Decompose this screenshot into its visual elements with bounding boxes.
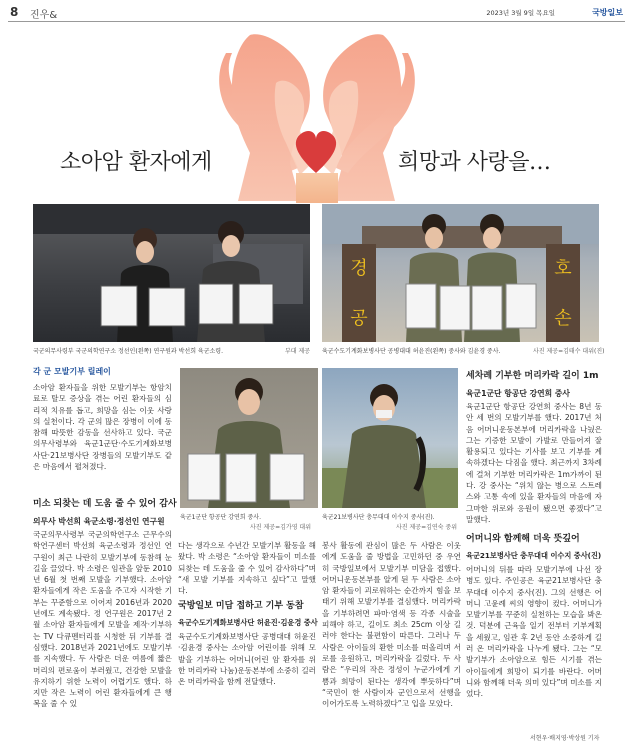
- section-title: 진우&: [30, 10, 58, 21]
- article-kicker: 각 군 모발기부 릴레이: [33, 367, 111, 376]
- svg-text:호: 호: [554, 258, 572, 279]
- section3-body: 육군1군단 항공단 강연희 중사는 8년 동안 세 번의 모발기부를 했다. 2017년 처음 어머니운동본부에 머리카락을 나눴은 그는 기증한 모발이 가발로 만들어져 잘 활용되고 있다는 기사를 보고 기부를 계속하겠다는 다짐을 했다. 최근까지 3차례에 걸쳐 기부한 머리카락은 1m가까이 된다. 강 중사는 “위치 않는 병으로 스트레스와 고통 속에 있을 환자들의 마음에 자그마한 위로와 응원이 됐으면 좋겠다”고 말했다.: [466, 402, 602, 524]
- photo3-credit: 사진 제공=김가영 대위: [250, 524, 312, 531]
- section4-byline: 육군21보병사단 충무대대 이수지 중사(진): [466, 551, 602, 560]
- section3-byline: 육군1군단 항공단 강연희 중사: [466, 389, 570, 398]
- article-lead: 소아암 환자들을 위한 모발기부는 항암치료로 탈모 증상을 겪는 어린 환자들의 심리적 치유를 돕고, 희망을 심는 이웃 사랑의 실천이다. 각 군의 많은 장병이 이에 동참해 따뜻한 감동을 선사하고 있다. 국군의무사령부와 육군1군단·수도기계화보병사단·21보병사단 장병들의 모발기부도 같은 마음에서 펼쳐졌다.: [33, 383, 172, 472]
- page-header: [8, 4, 625, 22]
- issue-date: 2023년 3월 9일 목요일: [486, 9, 555, 17]
- photo3-caption: 육군1군단 항공단 강연희 중사.: [180, 514, 261, 521]
- hands-heart-icon: [0, 23, 633, 203]
- section2-title: 국방일보 미담 접하고 기부 동참: [178, 601, 304, 611]
- photo-infantry-sergeant: [322, 368, 458, 508]
- headline-right: 희망과 사랑을…: [398, 150, 551, 175]
- svg-text:손: 손: [554, 308, 572, 329]
- photo-scene: [322, 368, 458, 508]
- hero-illustration: [0, 23, 633, 203]
- section1-body: 국군의무사령부 국군의학연구소 근무수의학연구센터 박선희 육군소령과 정선인 연구원이 최근 나란히 모발기부에 동참해 눈길을 끌었다. 박 소령은 임관을 앞둔 2010년 6월 첫 번째 모발을 기부했다. 소아암 환자들에게 작은 도움을 주고자 시작한 기부는 꾸준함으로 이어져 2016년과 2020년에도 계속됐다. 정 연구원은 2017년 2월 소아암 환자들에게 모발을 제작·기부하는 TV 다큐멘터리를 시청한 뒤 기부를 결심했다. 2018년과 2021년에도 모발기부를 지속했다. 두 사람은 더운 여름에 짧은 머리의 편로움이 부러웠고, 건강한 모발을 유지하기 위한 노력이 어렵기도 했다. 하지만 작은 노력이 어린 환자들에게 큰 행복을 줄 수 있: [33, 530, 172, 709]
- photo1-caption: 국군의무사령부 국군의학연구소 정선인(왼쪽) 연구원과 박선희 육군소령.: [33, 348, 224, 355]
- svg-text:경: 경: [350, 258, 368, 279]
- photo4-caption: 육군21보병사단 충무대대 이수지 중사(진).: [322, 514, 435, 521]
- photo-scene: [33, 204, 310, 342]
- svg-text:공: 공: [350, 308, 368, 329]
- section1-title: 미소 되찾는 데 도움 줄 수 있어 감사: [33, 499, 177, 509]
- section4-title: 어머니와 함께해 더욱 뜻깊어: [466, 534, 580, 544]
- paper-logo: 국방일보: [592, 8, 623, 17]
- photo2-caption: 육군수도기계화보병사단 공병대대 허윤진(왼쪽) 중사와 김윤경 중사.: [322, 348, 501, 355]
- photo1-credit: 부대 제공: [285, 348, 311, 355]
- section4-body: 어머니의 뒤를 따라 모발기부에 나선 장병도 있다. 주인공은 육군21보병사단 충무대대 이수지 중사(진). 그의 선행은 어머니 고윤례 씨의 영향이 컸다. 어머니가 모발기부를 꾸준히 실천하는 모습을 봐온 것. 덕분에 근육을 일기 전부터 기부계획을 세웠고, 임관 후 2년 동안 소중하게 길러 온 머리카락을 나누게 됐다. 그는 “모발기부가 소아암으로 힘든 시기를 겪는 아이들에게 희망이 되기를 바란다. 어머니와 함께해 더욱 의미 있다”며 미소를 지었다.: [466, 565, 602, 699]
- photo-engineer-soldiers: [322, 204, 599, 342]
- photo-aviation-sergeant: [180, 368, 318, 508]
- column3-body: 봉사 활동에 관심이 많은 두 사람은 이웃에게 도움을 줄 방법을 고민하던 중 우연히 국방일보에서 모발기부 미담을 접했다. 어머니운동본부를 알게 된 두 사람은 소아암 환자들이 괴로워하는 순간까지 힘을 보태기 위해 모발기부를 결심했다. 머리카락을 기부하려면 파마·염색 등 각종 시술을 피해야 하고, 길이도 최소 25cm 이상 길러야 한다는 불편함이 따른다. 그러나 두 사람은 아이들의 환한 미소를 떠올리며 서로를 응원하고, 머리카락을 길렀다. 두 사람은 “우리의 작은 정성이 누군가에게 기쁨과 희망이 된다는 생각에 뿌듯하다”며 “국민이 한 사람이자 군인으로서 선행을 이어가도록 노력하겠다”고 입을 모았다.: [322, 541, 461, 709]
- section1-byline: 의무사 박선희 육군소령·정선인 연구원: [33, 517, 165, 526]
- photo-researchers: [33, 204, 310, 342]
- section2-body: 육군수도기계화보병사단 공병대대 허윤진·김윤경 중사는 소아암 어린이를 위해 모발을 기부하는 어머니(어린 암 환자를 위한 머리카락 나눔)운동본부에 소중히 길러 온 머리카락을 함께 전달했다.: [178, 632, 316, 687]
- section2-byline: 육군수도기계화보병사단 허윤진·김윤경 중사: [178, 618, 318, 627]
- photo2-credit: 사진 제공=김태수 대위(진): [533, 348, 605, 355]
- photo-scene: [322, 204, 599, 342]
- page-number: 8: [10, 5, 19, 19]
- photo4-credit: 사진 제공=김연숙 중위: [396, 524, 458, 531]
- column2-body: 다는 생각으로 수년간 모발기부 활동을 해왔다. 박 소령은 “소아암 환자들이 미소를 되찾는 데 도움을 줄 수 있어 감사하다”며 “새 모발 기부를 지속하고 싶다”고 말했다.: [178, 541, 316, 596]
- photo-scene: [180, 368, 318, 508]
- headline-left: 소아암 환자에게: [60, 150, 212, 175]
- reporter-credit: 서현우·배지영·박상원 기자: [530, 735, 600, 742]
- section3-title: 세차례 기부한 머리카락 길이 1m: [466, 371, 599, 381]
